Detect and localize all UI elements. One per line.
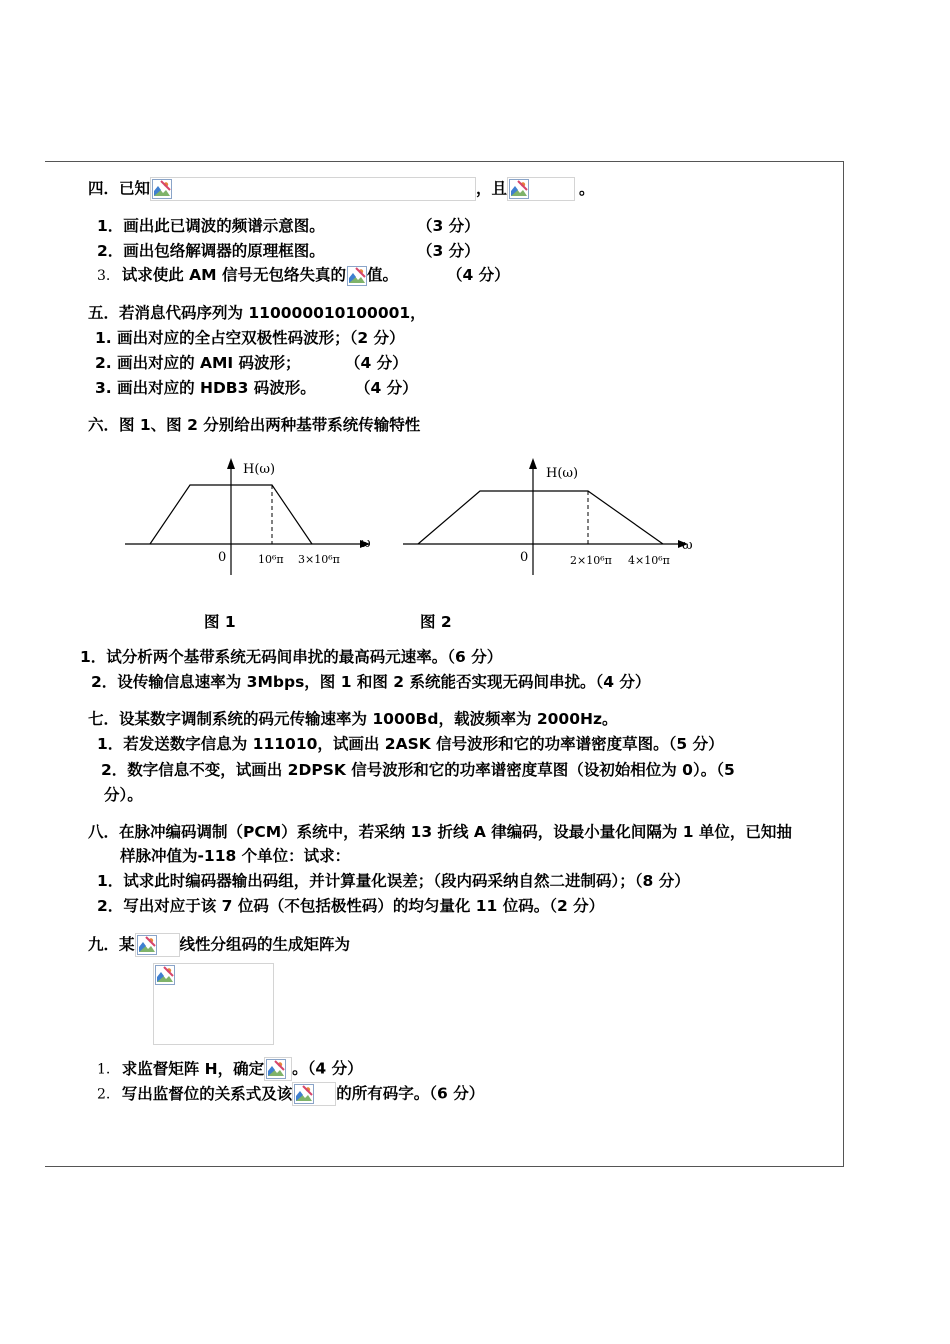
fig1-tick-2: 3×10⁶π	[298, 553, 340, 566]
q6-item-1: 1．试分析两个基带系统无码间串扰的最高码元速率。（6 分）	[80, 648, 503, 666]
q8-title-cont: 样脉冲值为-118 个单位：试求：	[120, 847, 351, 865]
broken-image-icon	[509, 179, 529, 199]
broken-image-icon	[155, 965, 175, 985]
formula-image-condition	[507, 177, 575, 201]
broken-image-icon	[152, 179, 172, 199]
q4-end: 。	[579, 179, 595, 198]
frame-right-rule	[843, 161, 844, 1166]
q9-item-1-suffix: 。（4 分）	[292, 1059, 363, 1078]
q8-item-2: 2．写出对应于该 7 位码（不包括极性码）的均匀量化 11 位码。（2 分）	[97, 897, 605, 915]
q9-item-1	[97, 1057, 363, 1081]
formula-image-code-params	[135, 933, 180, 957]
q9-item-2	[97, 1082, 484, 1106]
fig1-tick-1: 10⁶π	[258, 553, 284, 566]
q5-item-2-score: （4 分）	[345, 354, 408, 372]
fig1-origin: 0	[218, 550, 227, 565]
formula-image-generator-matrix	[153, 963, 274, 1045]
fig1-xlabel: ω	[360, 536, 371, 551]
broken-image-icon	[347, 266, 367, 286]
figure-2-caption: 图 2	[420, 613, 452, 631]
broken-image-icon	[294, 1084, 314, 1104]
q4-item-2	[97, 241, 480, 261]
q5-item-2-text: 2. 画出对应的 AMI 码波形；	[95, 354, 301, 372]
q9-title-line	[88, 933, 350, 957]
formula-image-parameter	[346, 265, 367, 286]
frame-top-rule	[45, 161, 843, 162]
q5-item-1: 1. 画出对应的全占空双极性码波形；（2 分）	[95, 329, 405, 347]
q4-item-3-number: 3.	[97, 268, 111, 284]
q6-title: 六．图 1、图 2 分别给出两种基带系统传输特性	[88, 416, 421, 434]
q4-item-3-score: （4 分）	[447, 266, 510, 284]
fig2-origin: 0	[520, 550, 529, 565]
fig2-xlabel: ω	[682, 538, 693, 553]
formula-image-code-name	[292, 1082, 336, 1106]
q5-item-3-text: 3. 画出对应的 HDB3 码波形。	[95, 379, 316, 397]
q5-item-2	[95, 353, 408, 373]
q4-item-3-text: 试求使此 AM 信号无包络失真的	[121, 266, 346, 284]
q9-item-1-number: 1.	[97, 1061, 111, 1078]
q4-item-3	[97, 265, 510, 286]
q5-item-3	[95, 378, 418, 398]
q9-item-1-text: 求监督矩阵 H，确定	[121, 1059, 265, 1078]
q4-item-1-score: （3 分）	[417, 217, 480, 235]
figure-2-diagram	[398, 455, 708, 585]
fig2-y-arrow	[529, 458, 537, 469]
frame-bottom-rule	[45, 1166, 844, 1167]
formula-image-am-signal	[150, 177, 476, 201]
q9-item-2-number: 2.	[97, 1086, 111, 1103]
fig2-tick-1: 2×10⁶π	[570, 554, 612, 567]
formula-image-min-distance	[264, 1057, 292, 1081]
q7-item-1: 1．若发送数字信息为 111010，试画出 2ASK 信号波形和它的功率谱密度草图。（5 分）	[97, 735, 724, 753]
q7-item-2: 2．数字信息不变，试画出 2DPSK 信号波形和它的功率谱密度草图（设初始相位为 0）。（5	[101, 761, 735, 779]
q4-title: 四．已知	[88, 179, 151, 198]
q4-item-1	[97, 216, 480, 236]
q5-title: 五．若消息代码序列为 110000010100001，	[88, 304, 426, 322]
q7-title: 七．设某数字调制系统的码元传输速率为 1000Bd，载波频率为 2000Hz。	[88, 710, 618, 728]
fig2-tick-2: 4×10⁶π	[628, 554, 670, 567]
q9-title-suffix: 线性分组码的生成矩阵为	[179, 935, 351, 954]
q9-item-2-text: 写出监督位的关系式及该	[121, 1084, 293, 1103]
q6-item-2: 2．设传输信息速率为 3Mbps，图 1 和图 2 系统能否实现无码间串扰。（4 分）	[91, 673, 651, 691]
figure-1-diagram	[120, 455, 380, 585]
q4-title-line	[88, 177, 595, 201]
q9-title-prefix: 九．某	[88, 935, 135, 954]
figure-1-caption: 图 1	[204, 613, 236, 631]
q5-item-3-score: （4 分）	[355, 379, 418, 397]
fig2-trapezoid	[418, 491, 663, 544]
q7-item-2-cont: 分）。	[104, 786, 143, 804]
q8-item-1: 1．试求此时编码器输出码组，并计算量化误差；（段内码采纳自然二进制码）；（8 分）	[97, 872, 690, 890]
fig1-y-arrow	[227, 458, 235, 469]
q4-and: ，且	[476, 179, 508, 198]
broken-image-icon	[137, 935, 157, 955]
q4-item-2-score: （3 分）	[417, 242, 480, 260]
q4-item-1-text: 1．画出此已调波的频谱示意图。	[97, 217, 325, 235]
q9-item-2-suffix: 的所有码字。（6 分）	[336, 1084, 485, 1103]
q8-title: 八．在脉冲编码调制（PCM）系统中，若采纳 13 折线 A 律编码，设最小量化间隔为 1 单位，已知抽	[88, 823, 792, 841]
q4-item-3-suffix: 值。	[366, 266, 398, 284]
broken-image-icon	[266, 1059, 286, 1079]
fig1-ylabel: H(ω)	[243, 462, 276, 477]
fig2-ylabel: H(ω)	[546, 466, 579, 481]
q4-item-2-text: 2．画出包络解调器的原理框图。	[97, 242, 325, 260]
